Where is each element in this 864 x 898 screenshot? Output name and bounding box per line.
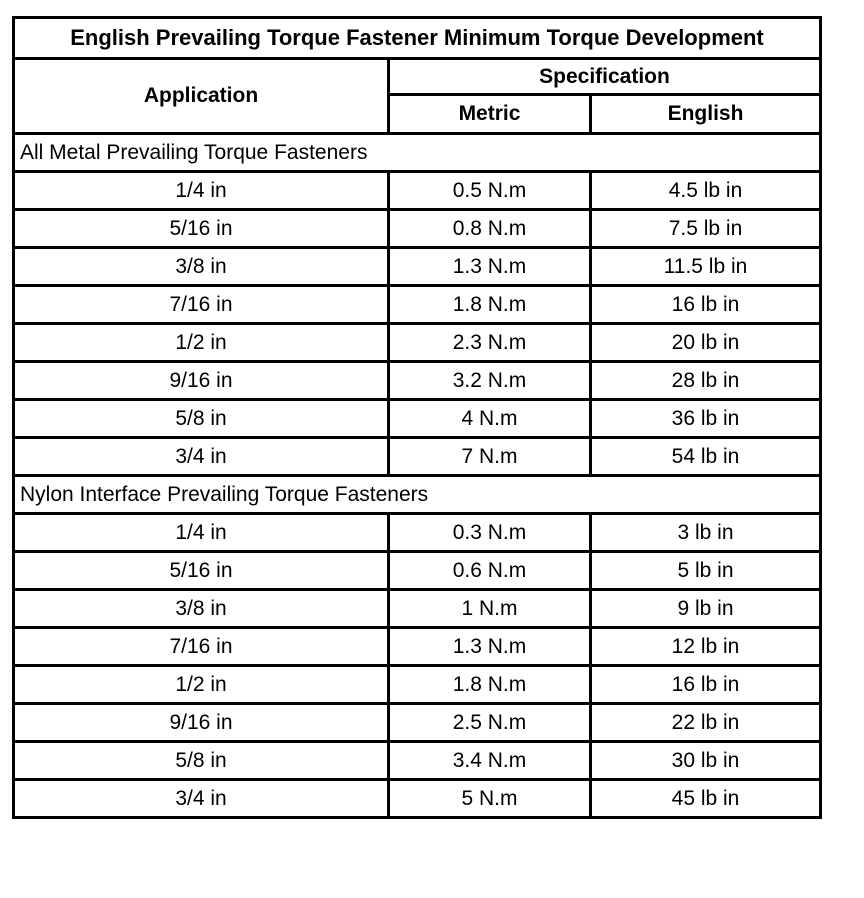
table-row [14, 742, 821, 780]
english-cell: 20 lb in [591, 324, 821, 362]
table-row [14, 324, 821, 362]
table-row [14, 514, 821, 552]
table-row [14, 400, 821, 438]
english-cell: 12 lb in [591, 628, 821, 666]
metric-cell: 1 N.m [389, 590, 591, 628]
section-label: Nylon Interface Prevailing Torque Fasteners [14, 476, 821, 514]
application-cell: 1/2 in [14, 666, 389, 704]
application-cell: 5/8 in [14, 400, 389, 438]
table-row [14, 362, 821, 400]
english-cell: 16 lb in [591, 286, 821, 324]
english-cell: 11.5 lb in [591, 248, 821, 286]
table-row [14, 438, 821, 476]
application-cell: 1/2 in [14, 324, 389, 362]
table-row [14, 628, 821, 666]
application-cell: 7/16 in [14, 286, 389, 324]
application-cell: 1/4 in [14, 172, 389, 210]
metric-cell: 0.3 N.m [389, 514, 591, 552]
torque-table [12, 16, 822, 819]
specification-header: Specification [389, 59, 821, 95]
table-row [14, 590, 821, 628]
table-row [14, 172, 821, 210]
application-cell: 5/16 in [14, 210, 389, 248]
metric-cell: 1.8 N.m [389, 666, 591, 704]
application-cell: 9/16 in [14, 704, 389, 742]
section-label: All Metal Prevailing Torque Fasteners [14, 134, 821, 172]
metric-cell: 3.2 N.m [389, 362, 591, 400]
table-row [14, 552, 821, 590]
table-row [14, 666, 821, 704]
english-cell: 16 lb in [591, 666, 821, 704]
application-cell: 5/16 in [14, 552, 389, 590]
english-cell: 45 lb in [591, 780, 821, 818]
application-cell: 5/8 in [14, 742, 389, 780]
english-cell: 54 lb in [591, 438, 821, 476]
metric-cell: 0.5 N.m [389, 172, 591, 210]
english-cell: 3 lb in [591, 514, 821, 552]
metric-header: Metric [389, 95, 591, 134]
table-row [14, 248, 821, 286]
english-cell: 30 lb in [591, 742, 821, 780]
application-cell: 3/4 in [14, 438, 389, 476]
table-row [14, 780, 821, 818]
english-cell: 5 lb in [591, 552, 821, 590]
english-cell: 7.5 lb in [591, 210, 821, 248]
table-row [14, 210, 821, 248]
metric-cell: 2.3 N.m [389, 324, 591, 362]
table-title: English Prevailing Torque Fastener Minimum Torque Development [14, 18, 821, 59]
title-row [14, 18, 821, 59]
application-cell: 3/4 in [14, 780, 389, 818]
english-header: English [591, 95, 821, 134]
application-cell: 7/16 in [14, 628, 389, 666]
metric-cell: 7 N.m [389, 438, 591, 476]
metric-cell: 2.5 N.m [389, 704, 591, 742]
metric-cell: 0.6 N.m [389, 552, 591, 590]
torque-table-body [14, 18, 821, 818]
english-cell: 22 lb in [591, 704, 821, 742]
english-cell: 9 lb in [591, 590, 821, 628]
table-row [14, 286, 821, 324]
application-cell: 3/8 in [14, 248, 389, 286]
metric-cell: 0.8 N.m [389, 210, 591, 248]
english-cell: 4.5 lb in [591, 172, 821, 210]
table-row [14, 704, 821, 742]
metric-cell: 3.4 N.m [389, 742, 591, 780]
metric-cell: 1.8 N.m [389, 286, 591, 324]
metric-cell: 1.3 N.m [389, 248, 591, 286]
header-row-1 [14, 59, 821, 95]
section-row [14, 476, 821, 514]
application-cell: 1/4 in [14, 514, 389, 552]
application-header: Application [14, 59, 389, 134]
metric-cell: 5 N.m [389, 780, 591, 818]
english-cell: 36 lb in [591, 400, 821, 438]
metric-cell: 4 N.m [389, 400, 591, 438]
metric-cell: 1.3 N.m [389, 628, 591, 666]
application-cell: 9/16 in [14, 362, 389, 400]
english-cell: 28 lb in [591, 362, 821, 400]
application-cell: 3/8 in [14, 590, 389, 628]
section-row [14, 134, 821, 172]
